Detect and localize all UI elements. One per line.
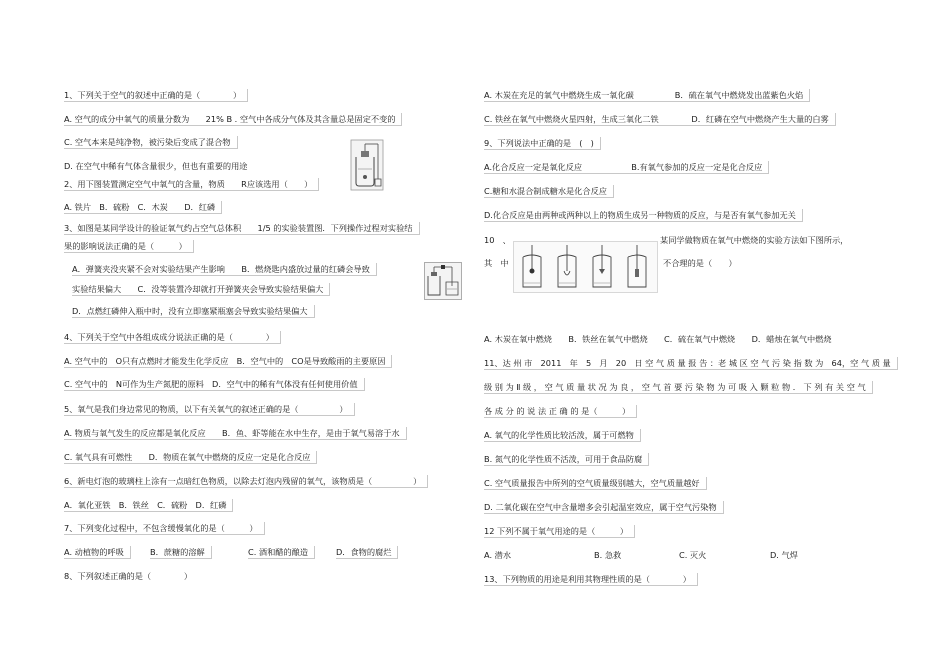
q4-option-cd: C. 空气中的 N可作为生产氮肥的原料 D．空气中的稀有气体没有任何使用价值 — [64, 378, 365, 391]
q12-stem: 12 下列不属于氧气用途的是（ ） — [484, 525, 635, 538]
q10-not-reasonable: 不合理的是（ ） — [663, 258, 737, 268]
q5-stem: 5、氧气是我们身边常见的物质，以下有关氧气的叙述正确的是（ ） — [64, 403, 355, 416]
q8-stem: 8、下列叙述正确的是（ ） — [64, 571, 193, 581]
q10-stem-tail: 某同学做物质在氧气中燃烧的实验方法如下图所示， — [660, 235, 849, 245]
q3-apparatus-figure — [424, 262, 462, 300]
q7-option-c: C. 酒和醋的酿造 — [248, 546, 315, 559]
q11-stem-line2: 级 别 为 Ⅱ 级 ， 空 气 质 量 状 况 为 良 ， 空 气 首 要 污 染 物 为 可 吸 入 颗 粒 物 ． 下 列 有 关 空 气 — [484, 381, 873, 394]
q8-option-cd: C. 铁丝在氧气中燃烧火星四射，生成三氧化二铁 D．红磷在空气中燃烧产生大量的白雾 — [484, 113, 836, 126]
q9-stem: 9、下列说法中正确的是 ( ) — [484, 137, 601, 150]
q7-option-a: A. 动植物的呼吸 — [64, 546, 131, 559]
q1-option-c: C. 空气本来是纯净物，被污染后变成了混合物 — [64, 136, 238, 149]
q2-stem: 2、用下图装置测定空气中氧气的含量，物质 R应该选用（ ） — [64, 178, 319, 191]
q10-stem-head: 10 、 — [484, 235, 511, 245]
q11-option-b: B. 氮气的化学性质不活泼，可用于食品防腐 — [484, 453, 649, 466]
q10-options: A. 木炭在氧中燃烧 B．铁丝在氧气中燃烧 C．硫在氧气中燃烧 D．蜡烛在氧气中燃烧 — [484, 334, 832, 344]
q13-stem: 13、下列物质的用途是利用其物理性质的是（ ） — [484, 573, 698, 586]
q7-option-b: B．蔗糖的溶解 — [150, 546, 212, 559]
q1-stem: 1、下列关于空气的叙述中正确的是（ ） — [64, 89, 248, 102]
q4-option-ab: A. 空气中的 O只有点燃时才能发生化学反应 B．空气中的 CO是导致酸雨的主要原因 — [64, 355, 392, 368]
q3-option-d: D．点燃红磷伸入瓶中时，没有立即塞紧瓶塞会导致实验结果偏大 — [72, 305, 315, 318]
q11-option-a: A. 氧气的化学性质比较活泼，属于可燃物 — [484, 429, 641, 442]
q9-option-c: C.糖和水混合制成糖水是化合反应 — [484, 185, 614, 198]
q5-option-cd: C. 氧气具有可燃性 D．物质在氧气中燃烧的反应一定是化合反应 — [64, 451, 317, 464]
q6-options: A．氧化亚铁 B．铁丝 C．硫粉 D．红磷 — [64, 499, 233, 512]
q12-option-d: D. 气焊 — [770, 550, 798, 560]
q7-stem: 7、下列变化过程中，不包含缓慢氧化的是（ ） — [64, 522, 265, 535]
q1-option-ab: A. 空气的成分中氧气的质量分数为 21% B . 空气中各成分气体及其含量总是固定不变的 — [64, 113, 402, 126]
q11-stem-line1: 11、达 州 市 2011 年 5 月 20 日 空 气 质 量 报 告 ：老 城 区 空 气 污 染 指 数 为 64，空 气 质 量 — [484, 357, 898, 370]
q3-option-ab: A．弹簧夹没夹紧不会对实验结果产生影响 B．燃烧匙内盛放过量的红磷会导致 — [72, 263, 377, 276]
q11-option-d: D. 二氧化碳在空气中含量增多会引起温室效应，属于空气污染物 — [484, 501, 724, 514]
q12-option-b: B. 急救 — [594, 550, 622, 560]
q8-option-ab: A. 木炭在充足的氧气中燃烧生成一氧化碳 B．硫在氧气中燃烧发出蓝紫色火焰 — [484, 89, 810, 102]
q5-option-ab: A. 物质与氧气发生的反应都是氧化反应 B．鱼、虾等能在水中生存，是由于氧气易溶于水 — [64, 427, 407, 440]
q12-option-a: A. 潜水 — [484, 550, 512, 560]
q11-option-c: C. 空气质量报告中所列的空气质量级别越大，空气质量越好 — [484, 477, 707, 490]
q4-stem: 4、下列关于空气中各组成成分说法正确的是（ ） — [64, 331, 281, 344]
q9-option-ab: A.化合反应一定是氧化反应 B.有氧气参加的反应一定是化合反应 — [484, 161, 769, 174]
q7-option-d: D．食物的腐烂 — [336, 546, 398, 559]
q10-qizhong: 其 中 — [484, 258, 509, 268]
q10-combustion-jars-figure — [513, 241, 658, 293]
q3-option-bc: 实验结果偏大 C．没等装置冷却就打开弹簧夹会导致实验结果偏大 — [72, 283, 330, 296]
q9-option-d: D.化合反应是由两种或两种以上的物质生成另一种物质的反应，与是否有氧气参加无关 — [484, 209, 803, 222]
q2-options: A. 铁片 B．硫粉 C．木炭 D．红磷 — [64, 201, 222, 214]
q1-option-d: D. 在空气中稀有气体含量很少，但也有重要的用途 — [64, 161, 248, 171]
q11-stem-line3: 各 成 分 的 说 法 正 确 的 是（ ） — [484, 405, 637, 418]
q2-apparatus-figure — [350, 139, 384, 191]
q3-stem-line2: 果的影响说法正确的是（ ） — [64, 240, 194, 253]
q6-stem: 6、新电灯泡的玻璃柱上涂有一点暗红色物质，以除去灯泡内残留的氧气，该物质是（ ） — [64, 475, 428, 488]
q12-option-c: C. 灭火 — [679, 550, 707, 560]
q3-stem-line1: 3、如图是某同学设计的验证氧气约占空气总体积 1/5 的实验装置图．下列操作过程对实验结 — [64, 222, 420, 235]
